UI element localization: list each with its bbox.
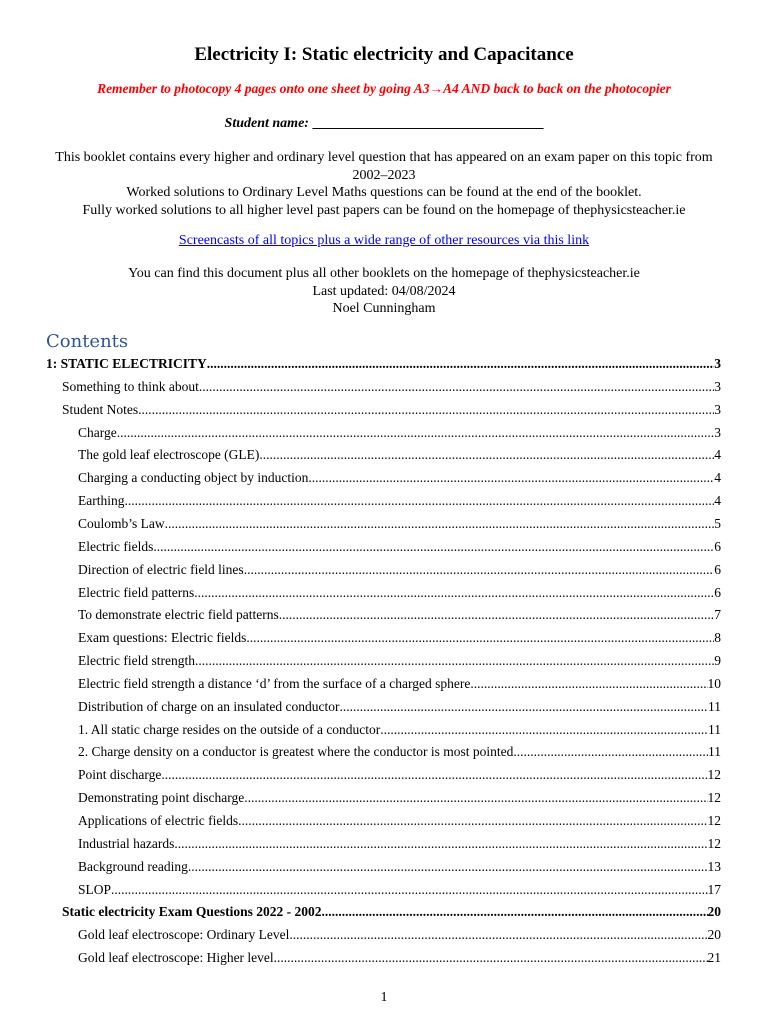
- toc-leader-dots: [194, 583, 714, 603]
- toc-entry-title: Earthing: [78, 493, 125, 509]
- toc-entry-title: Gold leaf electroscope: Higher level: [78, 950, 274, 966]
- toc-entry-title: Exam questions: Electric fields: [78, 630, 247, 646]
- toc-entry[interactable]: [78, 765, 721, 785]
- toc-entry[interactable]: [78, 948, 721, 968]
- toc-leader-dots: [207, 354, 714, 374]
- toc-leader-dots: [308, 468, 714, 488]
- toc-entry-title: Background reading: [78, 858, 188, 874]
- toc-entry[interactable]: [78, 445, 721, 465]
- toc-leader-dots: [244, 560, 715, 580]
- toc-entry[interactable]: [78, 857, 721, 877]
- toc-entry-title: 1: STATIC ELECTRICITY: [46, 356, 207, 371]
- toc-leader-dots: [246, 628, 714, 648]
- toc-leader-dots: [161, 765, 707, 785]
- toc-entry-page: 6: [714, 561, 721, 577]
- toc-entry-page: 4: [714, 447, 721, 463]
- toc-entry[interactable]: [62, 400, 721, 420]
- toc-entry[interactable]: [62, 377, 721, 397]
- toc-entry-page: 3: [714, 356, 721, 371]
- toc-entry[interactable]: [78, 925, 721, 945]
- toc-entry-page: 4: [714, 493, 721, 509]
- toc-leader-dots: [238, 811, 707, 831]
- toc-entry-page: 3: [714, 424, 721, 440]
- toc-entry-page: 3: [714, 378, 721, 394]
- toc-leader-dots: [289, 925, 707, 945]
- info-line: You can find this document plus all other booklets on the homepage of thephysicsteacher.ie: [128, 266, 640, 281]
- toc-leader-dots: [125, 491, 715, 511]
- toc-leader-dots: [339, 697, 708, 717]
- toc-entry-title: Electric field patterns: [78, 584, 195, 600]
- toc-entry-page: 11: [708, 698, 721, 714]
- toc-entry-title: Electric fields: [78, 538, 154, 554]
- toc-leader-dots: [117, 423, 715, 443]
- intro-line: Fully worked solutions to all higher level past papers can be found on the homepage of thephysicsteacher.ie: [82, 202, 686, 218]
- toc-entry-page: 3: [714, 401, 721, 417]
- last-updated: Last updated: 04/08/2024: [312, 283, 456, 299]
- toc-leader-dots: [244, 788, 707, 808]
- toc-entry[interactable]: [78, 651, 721, 671]
- toc-entry-title: The gold leaf electroscope (GLE): [78, 447, 260, 463]
- toc-entry-title: SLOP: [78, 881, 112, 897]
- toc-leader-dots: [470, 674, 707, 694]
- toc-entry-page: 21: [707, 950, 721, 966]
- document-title: Electricity I: Static electricity and Capacitance: [194, 44, 574, 65]
- toc-entry-page: 6: [714, 538, 721, 554]
- toc-entry-page: 12: [707, 767, 721, 783]
- toc-entry-title: To demonstrate electric field patterns: [78, 607, 279, 623]
- intro-line: This booklet contains every higher and ordinary level question that has appeared on an exam paper on this topic from 2002–2023: [55, 150, 713, 183]
- toc-entry[interactable]: [78, 834, 721, 854]
- toc-entry-page: 9: [714, 653, 721, 669]
- toc-leader-dots: [259, 445, 714, 465]
- toc-entry-title: Gold leaf electroscope: Ordinary Level: [78, 927, 290, 943]
- toc-leader-dots: [153, 537, 714, 557]
- toc-entry[interactable]: [78, 514, 721, 534]
- toc-entry[interactable]: [78, 697, 721, 717]
- toc-entry[interactable]: [78, 788, 721, 808]
- toc-entry-title: Distribution of charge on an insulated conductor: [78, 698, 340, 714]
- student-name-field: [0, 116, 768, 132]
- page-number: 1: [380, 990, 388, 1005]
- toc-leader-dots: [380, 720, 708, 740]
- toc-entry-title: Point discharge: [78, 767, 162, 783]
- toc-entry[interactable]: [78, 491, 721, 511]
- toc-entry-page: 12: [707, 835, 721, 851]
- toc-leader-dots: [138, 400, 714, 420]
- toc-entry-title: Charging a conducting object by induction: [78, 470, 309, 486]
- toc-entry[interactable]: [78, 537, 721, 557]
- document-info: [0, 265, 768, 318]
- toc-entry-page: 7: [714, 607, 721, 623]
- toc-entry-title: 2. Charge density on a conductor is greatest where the conductor is most pointed: [78, 744, 514, 760]
- toc-entry[interactable]: [78, 583, 721, 603]
- toc-entry[interactable]: [78, 811, 721, 831]
- toc-leader-dots: [279, 605, 715, 625]
- toc-entry[interactable]: [78, 560, 721, 580]
- screencasts-link[interactable]: Screencasts of all topics plus a wide range of other resources via this link: [178, 233, 590, 248]
- toc-entry-page: 5: [714, 515, 721, 531]
- toc-entry-title: Coulomb’s Law: [78, 515, 165, 531]
- toc-entry[interactable]: [78, 468, 721, 488]
- toc-entry-title: Something to think about: [62, 378, 199, 394]
- toc-entry-page: 8: [714, 630, 721, 646]
- toc-entry-title: Direction of electric field lines: [78, 561, 244, 577]
- toc-leader-dots: [199, 377, 714, 397]
- toc-entry[interactable]: [46, 354, 721, 374]
- toc-entry[interactable]: [78, 720, 721, 740]
- intro-line: Worked solutions to Ordinary Level Maths questions can be found at the end of the booklet.: [126, 185, 642, 200]
- toc-entry[interactable]: [78, 880, 721, 900]
- toc-entry-title: Charge: [78, 424, 117, 440]
- intro-text: [40, 149, 728, 219]
- toc-entry-page: 4: [714, 470, 721, 486]
- photocopy-reminder: Remember to photocopy 4 pages onto one sheet by going A3→A4 AND back to back on the photocopier: [97, 81, 671, 96]
- toc-entry-title: Applications of electric fields: [78, 813, 239, 828]
- student-name-line: _________________________________: [312, 116, 544, 131]
- toc-entry[interactable]: [78, 605, 721, 625]
- toc-entry-page: 20: [707, 927, 721, 943]
- student-name-label: Student name:: [224, 116, 309, 131]
- toc-entry-title: Electric field strength: [78, 653, 195, 669]
- toc-entry-title: Demonstrating point discharge: [78, 790, 245, 806]
- toc-entry-title: Student Notes: [62, 401, 139, 417]
- toc-entry-page: 11: [708, 744, 721, 760]
- toc-entry[interactable]: [78, 628, 721, 648]
- toc-leader-dots: [321, 902, 707, 922]
- toc-entry-title: Industrial hazards: [78, 835, 175, 851]
- toc-leader-dots: [111, 880, 707, 900]
- contents-heading: Contents: [46, 331, 129, 352]
- toc-leader-dots: [174, 834, 707, 854]
- toc-leader-dots: [274, 948, 708, 968]
- author-name: Noel Cunningham: [332, 301, 436, 316]
- toc-entry-page: 13: [707, 858, 721, 874]
- toc-leader-dots: [165, 514, 715, 534]
- toc-entry-page: 12: [707, 790, 721, 806]
- toc-entry-page: 17: [707, 881, 721, 897]
- toc-entry[interactable]: [78, 674, 721, 694]
- toc-entry-page: 11: [708, 721, 721, 737]
- toc-leader-dots: [513, 742, 708, 762]
- toc-entry[interactable]: [62, 902, 721, 922]
- toc-entry-page: 12: [707, 813, 721, 828]
- toc-entry-title: 1. All static charge resides on the outside of a conductor: [78, 721, 381, 737]
- toc-leader-dots: [195, 651, 714, 671]
- toc-entry[interactable]: [78, 742, 721, 762]
- toc-entry[interactable]: [78, 423, 721, 443]
- toc-entry-page: 20: [707, 904, 721, 920]
- toc-leader-dots: [188, 857, 708, 877]
- toc-entry-title: Electric field strength a distance ‘d’ from the surface of a charged sphere: [78, 675, 471, 691]
- toc-entry-page: 10: [707, 675, 721, 691]
- toc-entry-page: 6: [714, 584, 721, 600]
- toc-entry-title: Static electricity Exam Questions 2022 - 2002: [62, 904, 322, 920]
